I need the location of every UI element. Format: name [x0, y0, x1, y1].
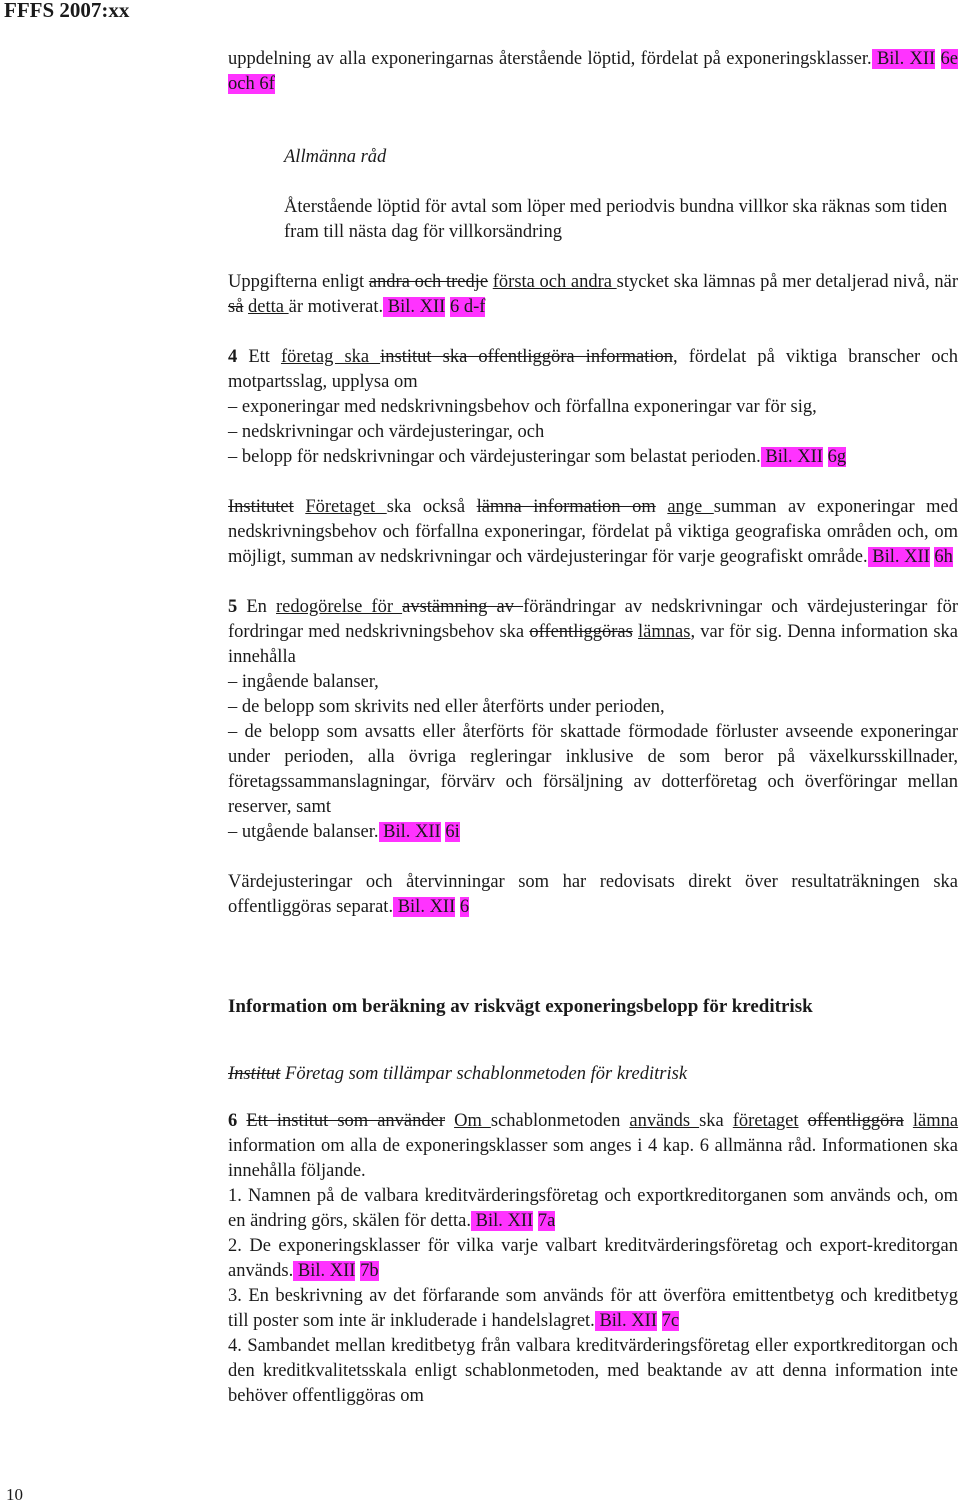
annex-reference: Bil. XII [393, 897, 456, 917]
deleted-text: så [228, 297, 244, 317]
annex-reference: Bil. XII [760, 447, 823, 467]
annex-reference: Bil. XII [871, 49, 936, 69]
document-body [228, 47, 958, 1409]
annex-reference: 7c [661, 1311, 680, 1331]
annex-reference: Bil. XII [383, 297, 446, 317]
numbered-item: 3. En beskrivning av det förfarande som används för att överföra emittentbetyg och kreditbetyg till poster som inte är inkluderade i handelslagret. Bil. XII 7c [228, 1286, 958, 1331]
general-advice-block [284, 145, 958, 245]
numbered-item: 1. Namnen på de valbara kreditvärderingsföretag och exportkreditorganen som används och, om en ändring görs, skälen för detta. Bil. XII 7a [228, 1186, 958, 1231]
annex-reference: 7a [537, 1211, 556, 1231]
numbered-item: 4. Sambandet mellan kreditbetyg från valbara kreditvärderingsföretag eller exportkreditorgan och den kreditkvalitetsskala enligt schablonmetoden, med beaktande av att denna information inte behöver offentliggöras om [228, 1336, 958, 1406]
paragraph-detail-level: Uppgifterna enligt andra och tredje första och andra stycket ska lämnas på mer detaljerad nivå, när så detta är motiverat. Bil. XII 6 d-f [228, 272, 958, 317]
paragraph-geographic: Institutet Företaget ska också lämna information om ange summan av exponeringar med nedskrivningsbehov och förfallna exponeringar, fördelat på viktiga geografiska områden och, om möjligt, summan av nedskrivningar och värdejusteringar för varje geografiskt område. Bil. XII 6h [228, 497, 958, 567]
inserted-text: ange [667, 497, 714, 517]
inserted-text: första och andra [492, 272, 617, 292]
list-item: – de belopp som skrivits ned eller återförts under perioden, [228, 697, 665, 717]
list-item: – utgående balanser. Bil. XII 6i [228, 822, 460, 842]
inserted-text: används [629, 1111, 700, 1131]
inserted-text: företag ska [280, 347, 381, 367]
deleted-text: offentliggöra [807, 1111, 904, 1131]
list-item: – exponeringar med nedskrivningsbehov och förfallna exponeringar var för sig, [228, 397, 817, 417]
annex-reference: 6 [459, 897, 470, 917]
deleted-text: Ett institut som använder [246, 1111, 446, 1131]
deleted-text: institut ska offentliggöra information [380, 347, 674, 367]
inserted-text: lämnas [638, 622, 691, 642]
document-header: FFFS 2007:xx [4, 0, 130, 22]
section-subheading: Institut Företag som tillämpar schablonmetoden för kreditrisk [228, 1064, 688, 1084]
deleted-text: lämna information om [476, 497, 656, 517]
general-advice-title: Allmänna råd [284, 147, 387, 167]
list-item: – nedskrivningar och värdejusteringar, och [228, 422, 545, 442]
annex-reference: Bil. XII [293, 1261, 356, 1281]
deleted-text: Institut [228, 1064, 281, 1084]
inserted-text: detta [248, 297, 289, 317]
inserted-text: redogörelse för [276, 597, 403, 617]
inserted-text: lämna [912, 1111, 959, 1131]
annex-reference: 6g [827, 447, 847, 467]
paragraph-value-adjustments: Värdejusteringar och återvinningar som har redovisats direkt över resultaträkningen ska offentliggöras separat. Bil. XII 6 [228, 872, 958, 917]
list-item: – ingående balanser, [228, 672, 379, 692]
inserted-text: Företaget [305, 497, 387, 517]
section-4: 4 Ett företag ska institut ska offentliggöra information, fördelat på viktiga branscher och motpartsslag, upplysa om – exponeringar med nedskrivningsbehov och förfallna exponeringar var för sig, – nedskrivningar och värdejusteringar, och – belopp för nedskrivningar och värdejusteringar som belastat perioden. Bil. XII 6g [228, 345, 958, 470]
inserted-text: Om [454, 1111, 491, 1131]
annex-reference: 6i [445, 822, 460, 842]
inserted-text: företaget [732, 1111, 799, 1131]
annex-reference: 6e och 6f [228, 49, 958, 94]
deleted-text: avstämning av [402, 597, 524, 617]
paragraph-exposure-split: uppdelning av alla exponeringarnas återstående löptid, fördelat på exponeringsklasser. Bil. XII 6e och 6f [228, 49, 958, 94]
deleted-text: Institutet [228, 497, 294, 517]
list-item: – de belopp som avsatts eller återförts för skattade förmodade förluster avseende exponeringar under perioden, alla övriga regleringar inklusive de som beror på växelkursskillnader, företagssammanslagningar, förvärv och försäljning av dotterföretag och överföringar mellan reserver, samt [228, 722, 958, 817]
annex-reference: 7b [360, 1261, 379, 1281]
section-heading: Information om beräkning av riskvägt exponeringsbelopp för kreditrisk [228, 996, 813, 1017]
section-number: 6 [228, 1111, 238, 1131]
annex-reference: Bil. XII [378, 822, 441, 842]
general-advice-text: Återstående löptid för avtal som löper med periodvis bundna villkor ska räknas som tiden fram till nästa dag för villkorsändring [284, 197, 948, 242]
annex-reference: 6 d-f [449, 297, 486, 317]
section-number: 4 [228, 347, 238, 367]
deleted-text: andra och tredje [368, 272, 489, 292]
section-5: 5 En redogörelse för avstämning av förändringar av nedskrivningar och värdejusteringar för fordringar med nedskrivningsbehov ska offentliggöras lämnas, var för sig. Denna information ska innehålla – ingående balanser, – de belopp som skrivits ned eller återförts under perioden, – de belopp som avsatts eller återförts för skattade förmodade förluster avseende exponeringar under perioden, alla övriga regleringar inklusive de som beror på växelkursskillnader, företagssammanslagningar, förvärv och försäljning av dotterföretag och överföringar mellan reserver, samt – utgående balanser. Bil. XII 6i [228, 595, 958, 845]
annex-reference: Bil. XII [471, 1211, 534, 1231]
deleted-text: offentliggöras [529, 622, 633, 642]
annex-reference: Bil. XII [594, 1311, 657, 1331]
numbered-item: 2. De exponeringsklasser för vilka varje valbart kreditvärderingsföretag och export-kreditorgan används. Bil. XII 7b [228, 1236, 958, 1281]
annex-reference: Bil. XII [867, 547, 930, 567]
section-number: 5 [228, 597, 238, 617]
page-number: 10 [6, 1485, 23, 1504]
annex-reference: 6h [934, 547, 953, 567]
list-item: – belopp för nedskrivningar och värdejusteringar som belastat perioden. Bil. XII 6g [228, 447, 847, 467]
section-6: 6 Ett institut som använder Om schablonmetoden används ska företaget offentliggöra lämna information om alla de exponeringsklasser som anges i 4 kap. 6 allmänna råd. Informationen ska innehålla följande. 1. Namnen på de valbara kreditvärderingsföretag och exportkreditorganen som används och, om en ändring görs, skälen för detta. Bil. XII 7a 2. De exponeringsklasser för vilka varje valbart kreditvärderingsföretag och export-kreditorgan används. Bil. XII 7b 3. En beskrivning av det förfarande som används för att överföra emittentbetyg och kreditbetyg till poster som inte är inkluderade i handelslagret. Bil. XII 7c 4. Sambandet mellan kreditbetyg från valbara kreditvärderingsföretag eller exportkreditorgan och den kreditkvalitetsskala enligt schablonmetoden, med beaktande av att denna information inte behöver offentliggöras om [228, 1109, 958, 1409]
